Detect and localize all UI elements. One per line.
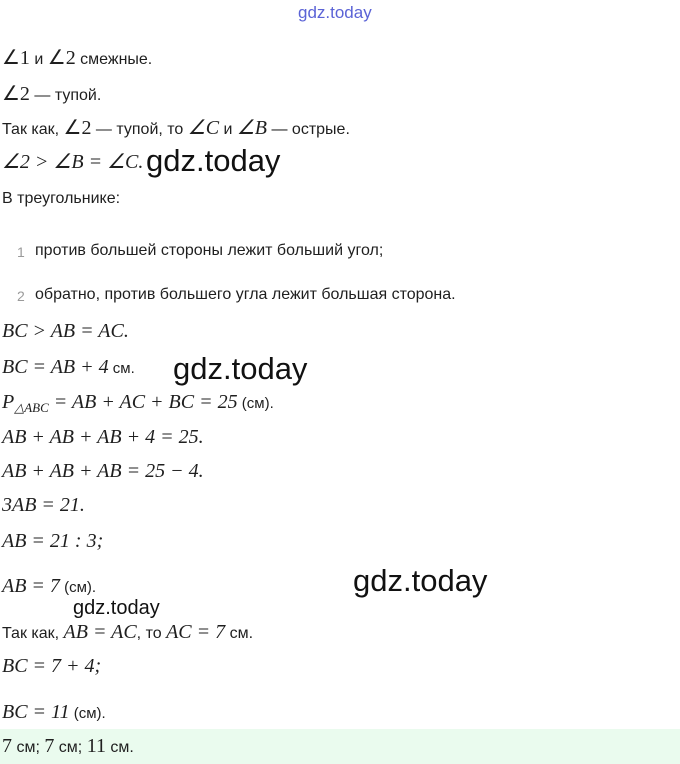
math-equation: AB + AB + AB = 25 − 4. xyxy=(2,460,204,482)
line-equation-2 xyxy=(2,460,204,484)
line-equation-1 xyxy=(2,426,204,450)
text: (см). xyxy=(237,395,274,412)
line-equation-3 xyxy=(2,494,85,518)
text: и xyxy=(219,121,237,138)
line-sides-comparison xyxy=(2,320,129,344)
line-angle-comparison xyxy=(2,151,143,175)
answer-value: 7 xyxy=(44,735,55,757)
math-ac-value: AC = 7 xyxy=(166,621,226,643)
math-bc-value: BC = 11 xyxy=(2,701,70,723)
math-angle-2: ∠2 xyxy=(2,83,30,105)
answer-text xyxy=(2,735,134,759)
line-bc-sum xyxy=(2,655,101,679)
line-ab-result xyxy=(2,575,96,599)
text: см; xyxy=(54,739,87,756)
math-equation: AB = 21 : 3; xyxy=(2,530,104,552)
line-since-obtuse xyxy=(2,117,350,141)
text: (см). xyxy=(59,579,97,596)
answer-value: 11 xyxy=(86,735,106,757)
watermark: gdz.today xyxy=(73,597,160,619)
math-equation: AB + AB + AB + 4 = 25. xyxy=(2,426,204,448)
math-angle-comparison: ∠2 > ∠B = ∠C. xyxy=(2,151,144,173)
list-item-number: 2 xyxy=(17,288,25,304)
line-in-triangle xyxy=(2,188,120,210)
text: В треугольнике: xyxy=(2,190,121,207)
math-subscript: △ABC xyxy=(14,400,49,416)
math-angle-b: ∠B xyxy=(236,117,268,139)
list-item-number: 1 xyxy=(17,244,25,260)
line-obtuse xyxy=(2,83,101,107)
line-adjacent-angles xyxy=(2,47,152,71)
answer-box xyxy=(0,729,680,764)
text: Так как, xyxy=(2,121,64,138)
math-ab-value: AB = 7 xyxy=(2,575,60,597)
math-angle-c: ∠C xyxy=(187,117,220,139)
math-ab-ac: AB = AC xyxy=(63,621,137,643)
watermark: gdz.today xyxy=(353,563,488,598)
math-perimeter-sum: = AB + AC + BC = 25 xyxy=(48,391,238,413)
text: — тупой. xyxy=(29,87,102,104)
answer-value: 7 xyxy=(2,735,12,757)
math-perimeter-p: P xyxy=(2,391,15,413)
math-bc-expression: BC = AB + 4 xyxy=(2,356,109,378)
text: — тупой, то xyxy=(91,121,188,138)
text: смежные. xyxy=(75,51,153,68)
text: см. xyxy=(105,739,134,756)
math-bc-sum: BC = 7 + 4; xyxy=(2,655,102,677)
line-equation-4 xyxy=(2,530,103,554)
text: см. xyxy=(225,625,254,642)
text: и xyxy=(29,51,48,68)
text: , то xyxy=(136,625,167,642)
watermark-top: gdz.today xyxy=(298,3,372,22)
text: см; xyxy=(12,739,45,756)
text: см. xyxy=(108,360,135,377)
math-angle-2: ∠2 xyxy=(63,117,92,139)
line-bc-result xyxy=(2,701,106,725)
watermark: gdz.today xyxy=(146,143,281,178)
text: — острые. xyxy=(267,121,350,138)
line-bc-expression xyxy=(2,356,135,380)
math-equation: 3AB = 21. xyxy=(2,494,85,516)
math-angle-1: ∠1 xyxy=(2,47,30,69)
line-perimeter xyxy=(2,391,274,419)
text: Так как, xyxy=(2,625,64,642)
line-ac-equal xyxy=(2,621,253,645)
list-item-text: обратно, против большего угла лежит большая сторона. xyxy=(35,286,456,303)
watermark: gdz.today xyxy=(173,351,308,386)
math-sides-comparison: BC > AB = AC. xyxy=(2,320,129,342)
text: (см). xyxy=(69,705,106,722)
math-angle-2: ∠2 xyxy=(47,47,76,69)
list-item-text: против большей стороны лежит больший угол; xyxy=(35,242,384,259)
